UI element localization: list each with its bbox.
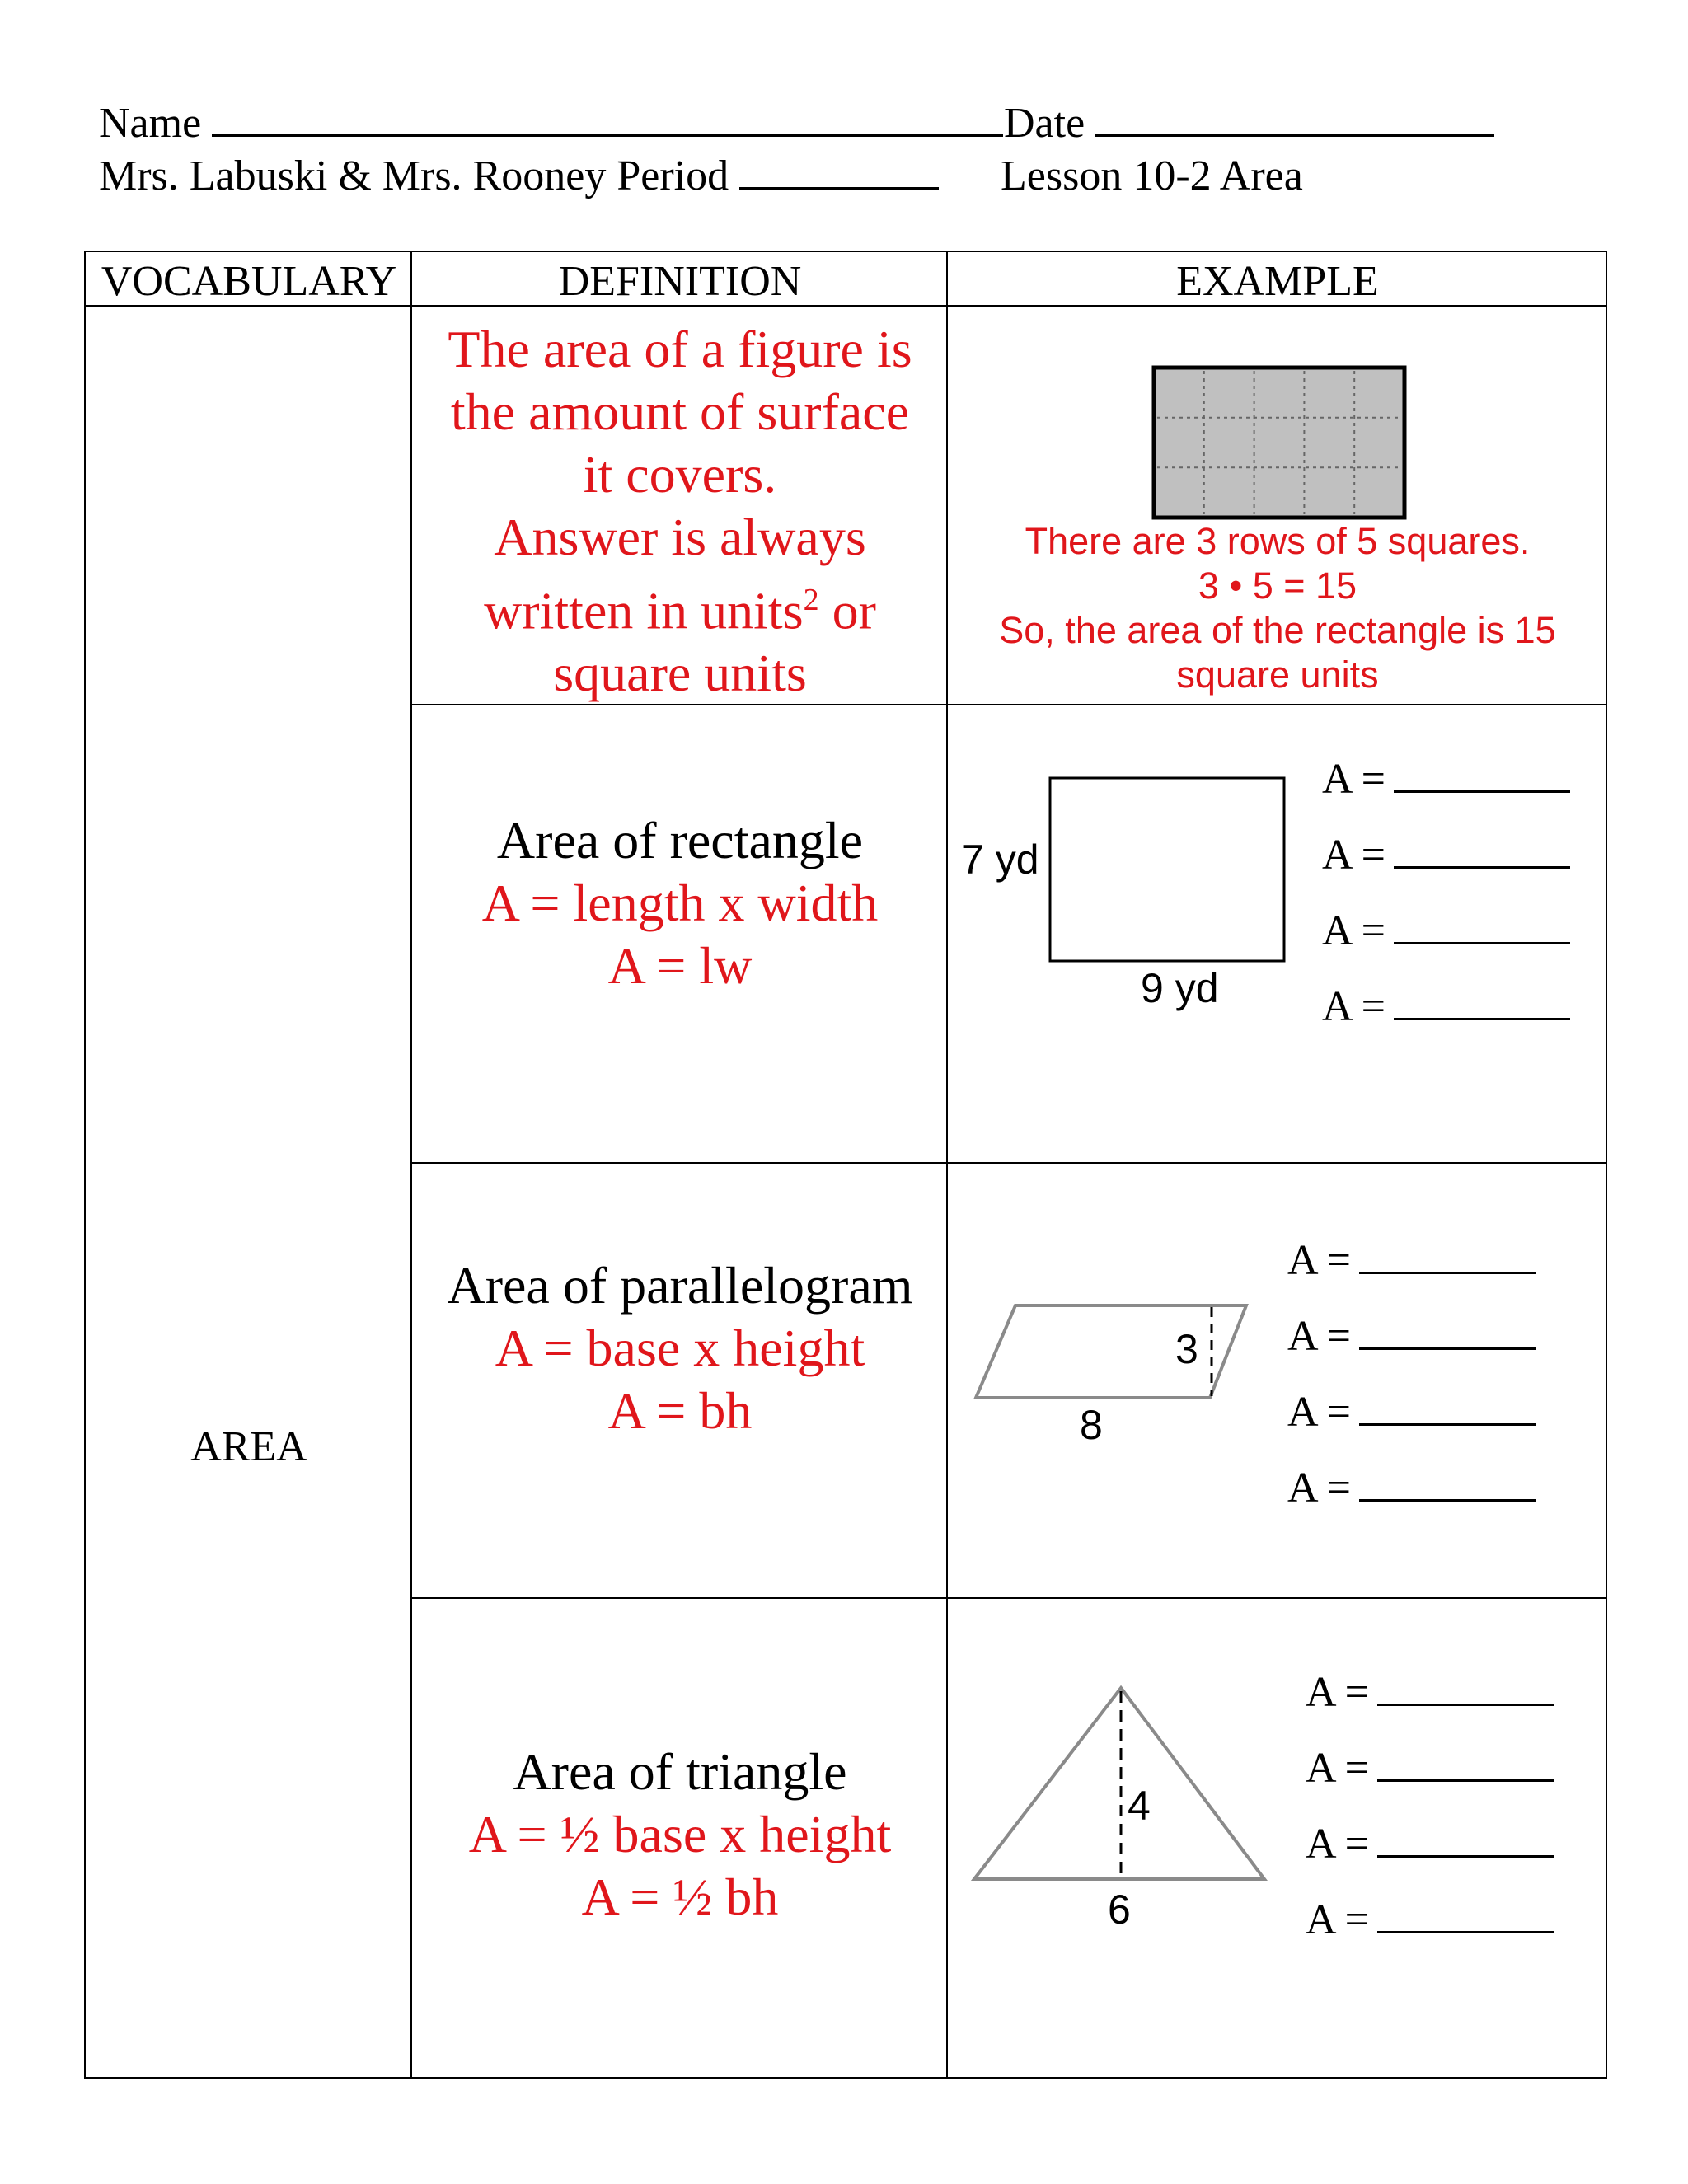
- parallelogram-height-label: 3: [1175, 1326, 1198, 1372]
- date-label: Date: [1004, 100, 1085, 147]
- triangle-answer-1[interactable]: A =: [1306, 1671, 1554, 1714]
- date-field-row: [1004, 102, 1494, 145]
- rectangle-answer-2[interactable]: A =: [1322, 834, 1570, 877]
- rectangle-formula-short: A = lw: [607, 936, 753, 995]
- parallelogram-title: Area of parallelogram: [447, 1256, 913, 1315]
- triangle-title: Area of triangle: [513, 1742, 847, 1801]
- name-field-row: [99, 102, 1003, 145]
- parallelogram-answer-4[interactable]: A =: [1287, 1467, 1536, 1510]
- triangle-formula: A = ½ base x height: [468, 1805, 892, 1863]
- rectangle-side-label: 7 yd: [961, 837, 1039, 883]
- triangle-answer-4[interactable]: A =: [1306, 1899, 1554, 1942]
- name-blank[interactable]: [212, 129, 1003, 137]
- triangle-answer-3[interactable]: A =: [1306, 1823, 1554, 1866]
- area-definition: The area of a figure is the amount of surface it covers. Answer is always written in units$^2$ or square units: [448, 320, 912, 703]
- teachers-label: Mrs. Labuski & Mrs. Rooney Period: [99, 152, 729, 199]
- rectangle-title: Area of rectangle: [496, 811, 864, 869]
- parallelogram-base-label: 8: [1080, 1402, 1103, 1448]
- date-blank[interactable]: [1095, 129, 1494, 137]
- parallelogram-formula-short: A = bh: [607, 1381, 753, 1440]
- column-header-vocabulary: VOCABULARY: [101, 258, 397, 305]
- rectangle-answer-3[interactable]: A =: [1322, 910, 1570, 953]
- triangle-answer-2[interactable]: A =: [1306, 1747, 1554, 1790]
- period-field-row: [99, 152, 939, 199]
- vocabulary-table: [84, 251, 1607, 2079]
- triangle-base-label: 6: [1108, 1886, 1131, 1933]
- column-header-example: EXAMPLE: [1176, 258, 1379, 305]
- triangle-figure: [86, 252, 1609, 2080]
- rectangle-answer-4[interactable]: A =: [1322, 986, 1570, 1029]
- rectangle-formula: A = length x width: [481, 874, 879, 932]
- rectangle-bottom-label: 9 yd: [1141, 965, 1219, 1011]
- column-header-definition: DEFINITION: [558, 258, 802, 305]
- triangle-height-label: 4: [1128, 1783, 1151, 1829]
- parallelogram-answer-2[interactable]: A =: [1287, 1315, 1536, 1358]
- parallelogram-answer-1[interactable]: A =: [1287, 1240, 1536, 1282]
- period-blank[interactable]: [739, 182, 939, 190]
- parallelogram-formula: A = base x height: [495, 1319, 865, 1377]
- area-example-explanation: There are 3 rows of 5 squares. 3 • 5 = 15 So, the area of the rectangle is 15 square units: [999, 520, 1556, 696]
- triangle-formula-short: A = ½ bh: [581, 1868, 779, 1926]
- parallelogram-answer-3[interactable]: A =: [1287, 1391, 1536, 1434]
- lesson-title: Lesson 10-2 Area: [1001, 152, 1303, 199]
- vocab-word-area: AREA: [190, 1423, 307, 1470]
- rectangle-answer-1[interactable]: A =: [1322, 758, 1570, 801]
- name-label: Name: [99, 100, 202, 147]
